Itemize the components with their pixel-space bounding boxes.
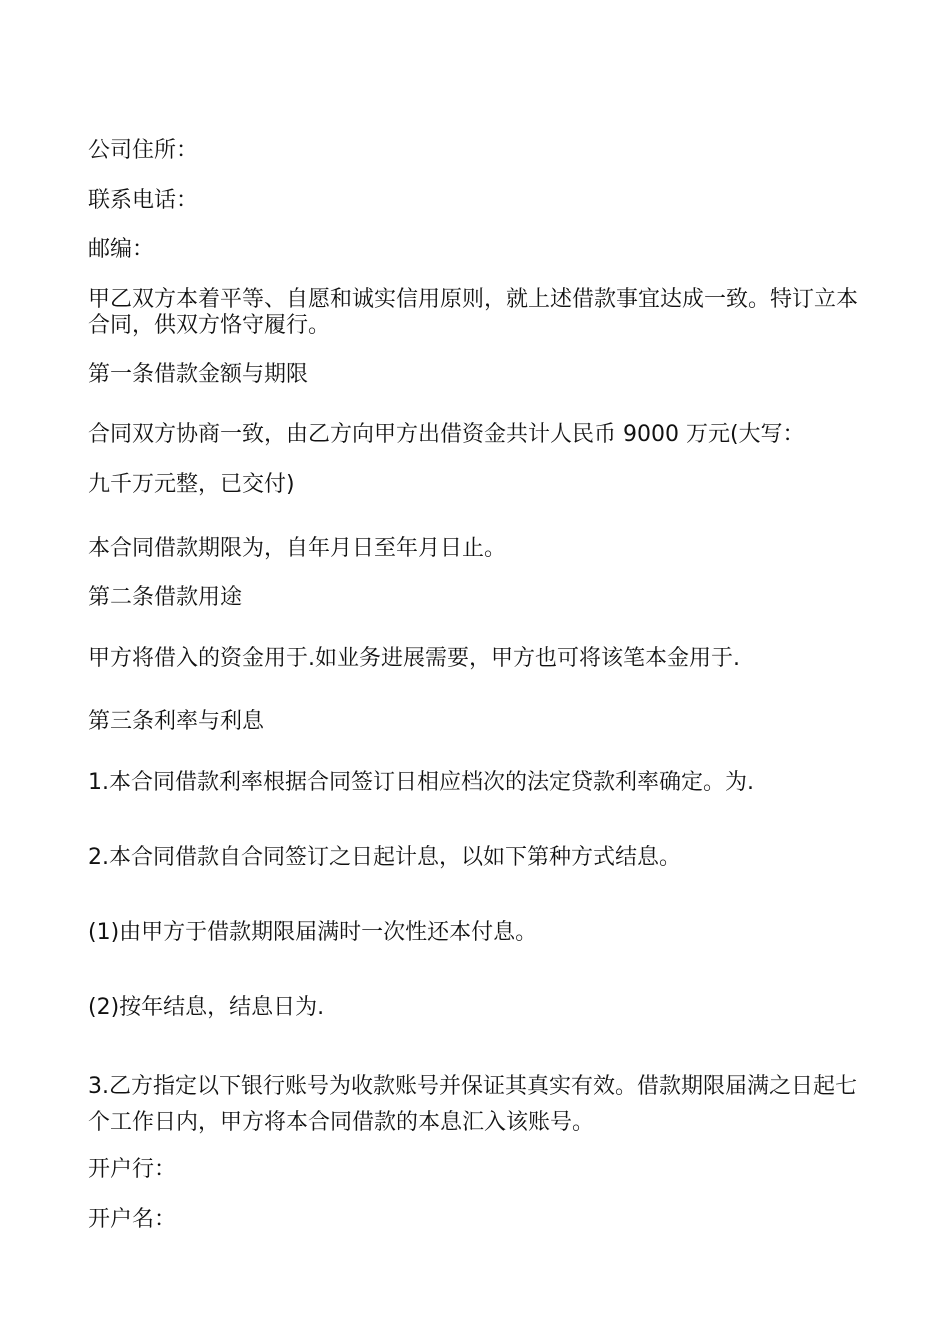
bank-name-label: 开户行： [88,1157,177,1182]
article-1-term: 本合同借款期限为，自年月日至年月日止。 [88,536,507,561]
article-3-item-3: 3.乙方指定以下银行账号为收款账号并保证其真实有效。借款期限届满之日起七个工作日内，甲方将本合同借款的本息汇入该账号。 [88,1074,857,1135]
article-3-option-2: (2)按年结息，结息日为. [88,995,325,1020]
article-2-heading: 第二条借款用途 [88,585,243,610]
article-2-purpose: 甲方将借入的资金用于.如业务进展需要，甲方也可将该笔本金用于. [88,646,740,671]
article-3-item-2: 2.本合同借款自合同签订之日起计息，以如下第种方式结息。 [88,845,681,870]
phone-label: 联系电话： [88,188,199,213]
article-1-amount-words: 九千万元整，已交付) [88,472,295,497]
company-address-label: 公司住所： [88,138,199,163]
article-3-item-1: 1.本合同借款利率根据合同签订日相应档次的法定贷款利率确定。为. [88,770,754,795]
account-name-label: 开户名： [88,1207,177,1232]
postcode-label: 邮编： [88,237,155,262]
article-3-heading: 第三条利率与利息 [88,709,265,734]
article-1-amount-line: 合同双方协商一致，由乙方向甲方出借资金共计人民币 9000 万元(大写： [88,422,805,447]
article-1-heading: 第一条借款金额与期限 [88,362,309,387]
article-3-option-1: (1)由甲方于借款期限届满时一次性还本付息。 [88,920,538,945]
intro-paragraph: 甲乙双方本着平等、自愿和诚实信用原则，就上述借款事宜达成一致。特订立本合同，供双方恪守履行。 [88,287,859,338]
